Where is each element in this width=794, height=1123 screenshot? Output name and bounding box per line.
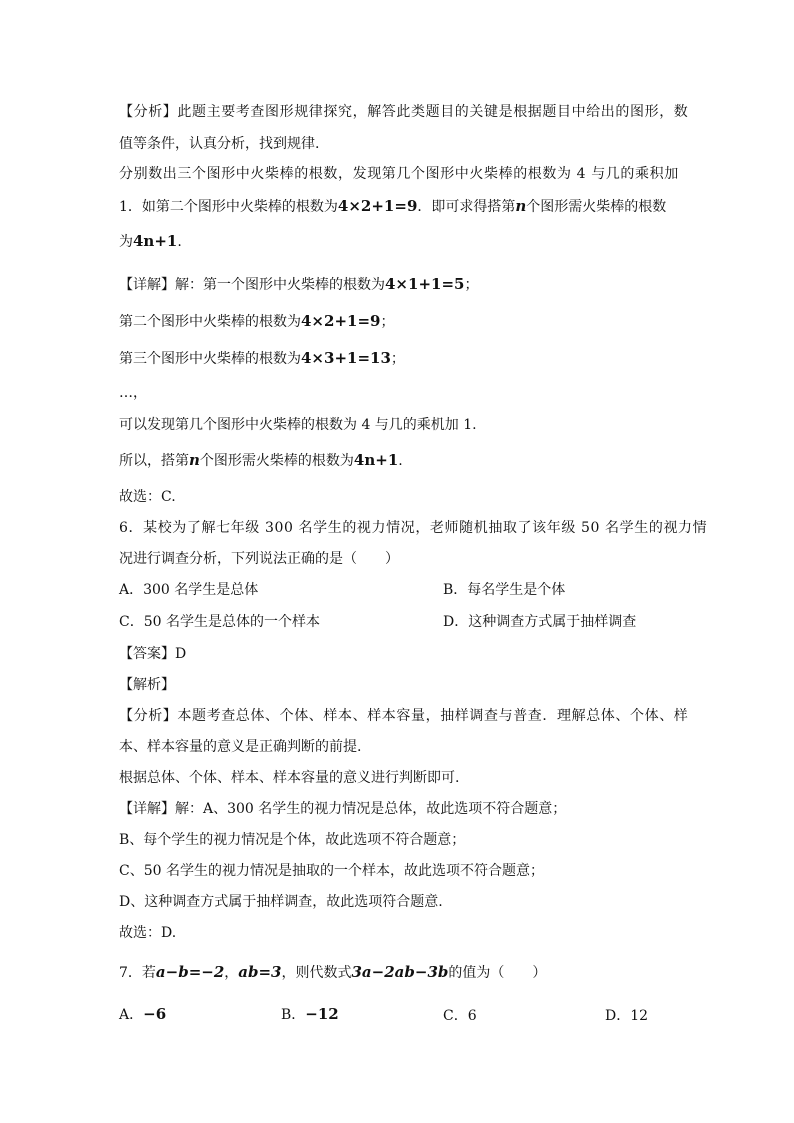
text-segment: ，	[224, 965, 239, 981]
question-6-detail-line-5: 故选：D.	[119, 925, 177, 941]
question-7-option-a	[119, 1004, 166, 1025]
question-6-line-1: 6．某校为了解七年级 300 名学生的视力情况，老师随机抽取了该年级 50 名学生的视力情	[119, 520, 708, 536]
detail-line-5: 可以发现第几个图形中火柴棒的根数为 4 与几的乘机加 1.	[119, 417, 477, 433]
text-segment: 为	[119, 234, 133, 250]
math-expression: 4×1+1=5	[385, 275, 465, 293]
math-expression: 4n+1	[353, 451, 399, 469]
analysis-line-4	[119, 196, 666, 217]
text-segment: 个图形需火柴棒的根数为	[199, 453, 354, 469]
analysis-line-1: 【分析】此题主要考查图形规律探究，解答此类题目的关键是根据题目中给出的图形，数	[119, 104, 689, 120]
question-7-stem	[119, 962, 546, 983]
text-segment: ；	[464, 277, 479, 293]
question-6-analysis-heading: 【解析】	[119, 677, 175, 693]
question-6-line-2: 况进行调查分析，下列说法正确的是（ ）	[119, 551, 399, 567]
detail-line-3	[119, 348, 405, 369]
text-segment: ；	[380, 314, 395, 330]
detail-line-2	[119, 311, 394, 332]
text-segment: 第二个图形中火柴棒的根数为	[119, 314, 301, 330]
detail-line-1	[119, 274, 478, 295]
text-segment: .	[177, 234, 182, 250]
detail-line-6	[119, 450, 403, 471]
option-label: A．	[119, 1007, 144, 1023]
option-label: B．	[281, 1007, 306, 1023]
question-7-option-c: C．6	[443, 1008, 477, 1024]
math-expression: 4×2+1=9	[301, 312, 381, 330]
question-6-option-a: A．300 名学生是总体	[119, 582, 259, 598]
question-6-analysis-line-1: 【分析】本题考查总体、个体、样本、样本容量，抽样调查与普查．理解总体、个体、样	[119, 708, 689, 724]
text-segment: ，则代数式	[281, 965, 352, 981]
text-segment: 7．若	[119, 965, 156, 981]
question-6-detail-line-3: C、50 名学生的视力情况是抽取的一个样本，故此选项不符合题意；	[119, 863, 544, 879]
text-segment: 的值为（ ）	[448, 965, 547, 981]
text-segment: 所以，搭第	[119, 453, 189, 469]
math-variable: n	[189, 451, 200, 469]
math-expression: −6	[143, 1005, 167, 1023]
math-expression: 4×2+1=9	[337, 197, 418, 215]
question-6-option-c: C．50 名学生是总体的一个样本	[119, 614, 320, 630]
question-6-option-d: D．这种调查方式属于抽样调查	[443, 614, 637, 630]
question-6-analysis-line-3: 根据总体、个体、样本、样本容量的意义进行判断即可.	[119, 770, 460, 786]
question-6-detail-line-1: 【详解】解：A、300 名学生的视力情况是总体，故此选项不符合题意；	[119, 801, 567, 817]
math-expression: 4×3+1=13	[301, 349, 391, 367]
math-expression: −12	[305, 1005, 339, 1023]
text-segment: 1．如第二个图形中火柴棒的根数为	[119, 199, 338, 215]
question-6-option-b: B．每名学生是个体	[443, 582, 566, 598]
detail-line-4: …，	[119, 385, 147, 401]
question-6-analysis-line-2: 本、样本容量的意义是正确判断的前提.	[119, 739, 362, 755]
question-6-answer: 【答案】D	[119, 646, 187, 662]
question-6-detail-line-4: D、这种调查方式属于抽样调查，故此选项符合题意.	[119, 894, 443, 910]
text-segment: 第三个图形中火柴棒的根数为	[119, 351, 301, 367]
analysis-line-5	[119, 231, 182, 252]
question-7-option-b	[281, 1004, 339, 1025]
math-expression: ab=3	[238, 963, 282, 981]
math-variable: n	[515, 197, 527, 215]
text-segment: 【详解】解：第一个图形中火柴棒的根数为	[119, 277, 385, 293]
question-7-option-d: D．12	[605, 1008, 649, 1024]
text-segment: .	[398, 453, 403, 469]
text-segment: ．即可求得搭第	[417, 199, 516, 215]
detail-line-7: 故选：C.	[119, 489, 176, 505]
math-expression: 4n+1	[133, 232, 178, 250]
analysis-line-3: 分别数出三个图形中火柴棒的根数，发现第几个图形中火柴棒的根数为 4 与几的乘积加	[119, 166, 679, 182]
question-6-detail-line-2: B、每个学生的视力情况是个体，故此选项不符合题意；	[119, 832, 466, 848]
math-expression: 3a−2ab−3b	[351, 963, 449, 981]
math-expression: a−b=−2	[155, 963, 225, 981]
text-segment: 个图形需火柴棒的根数	[526, 199, 667, 215]
analysis-line-2: 值等条件，认真分析，找到规律.	[119, 136, 320, 152]
text-segment: ；	[390, 351, 405, 367]
